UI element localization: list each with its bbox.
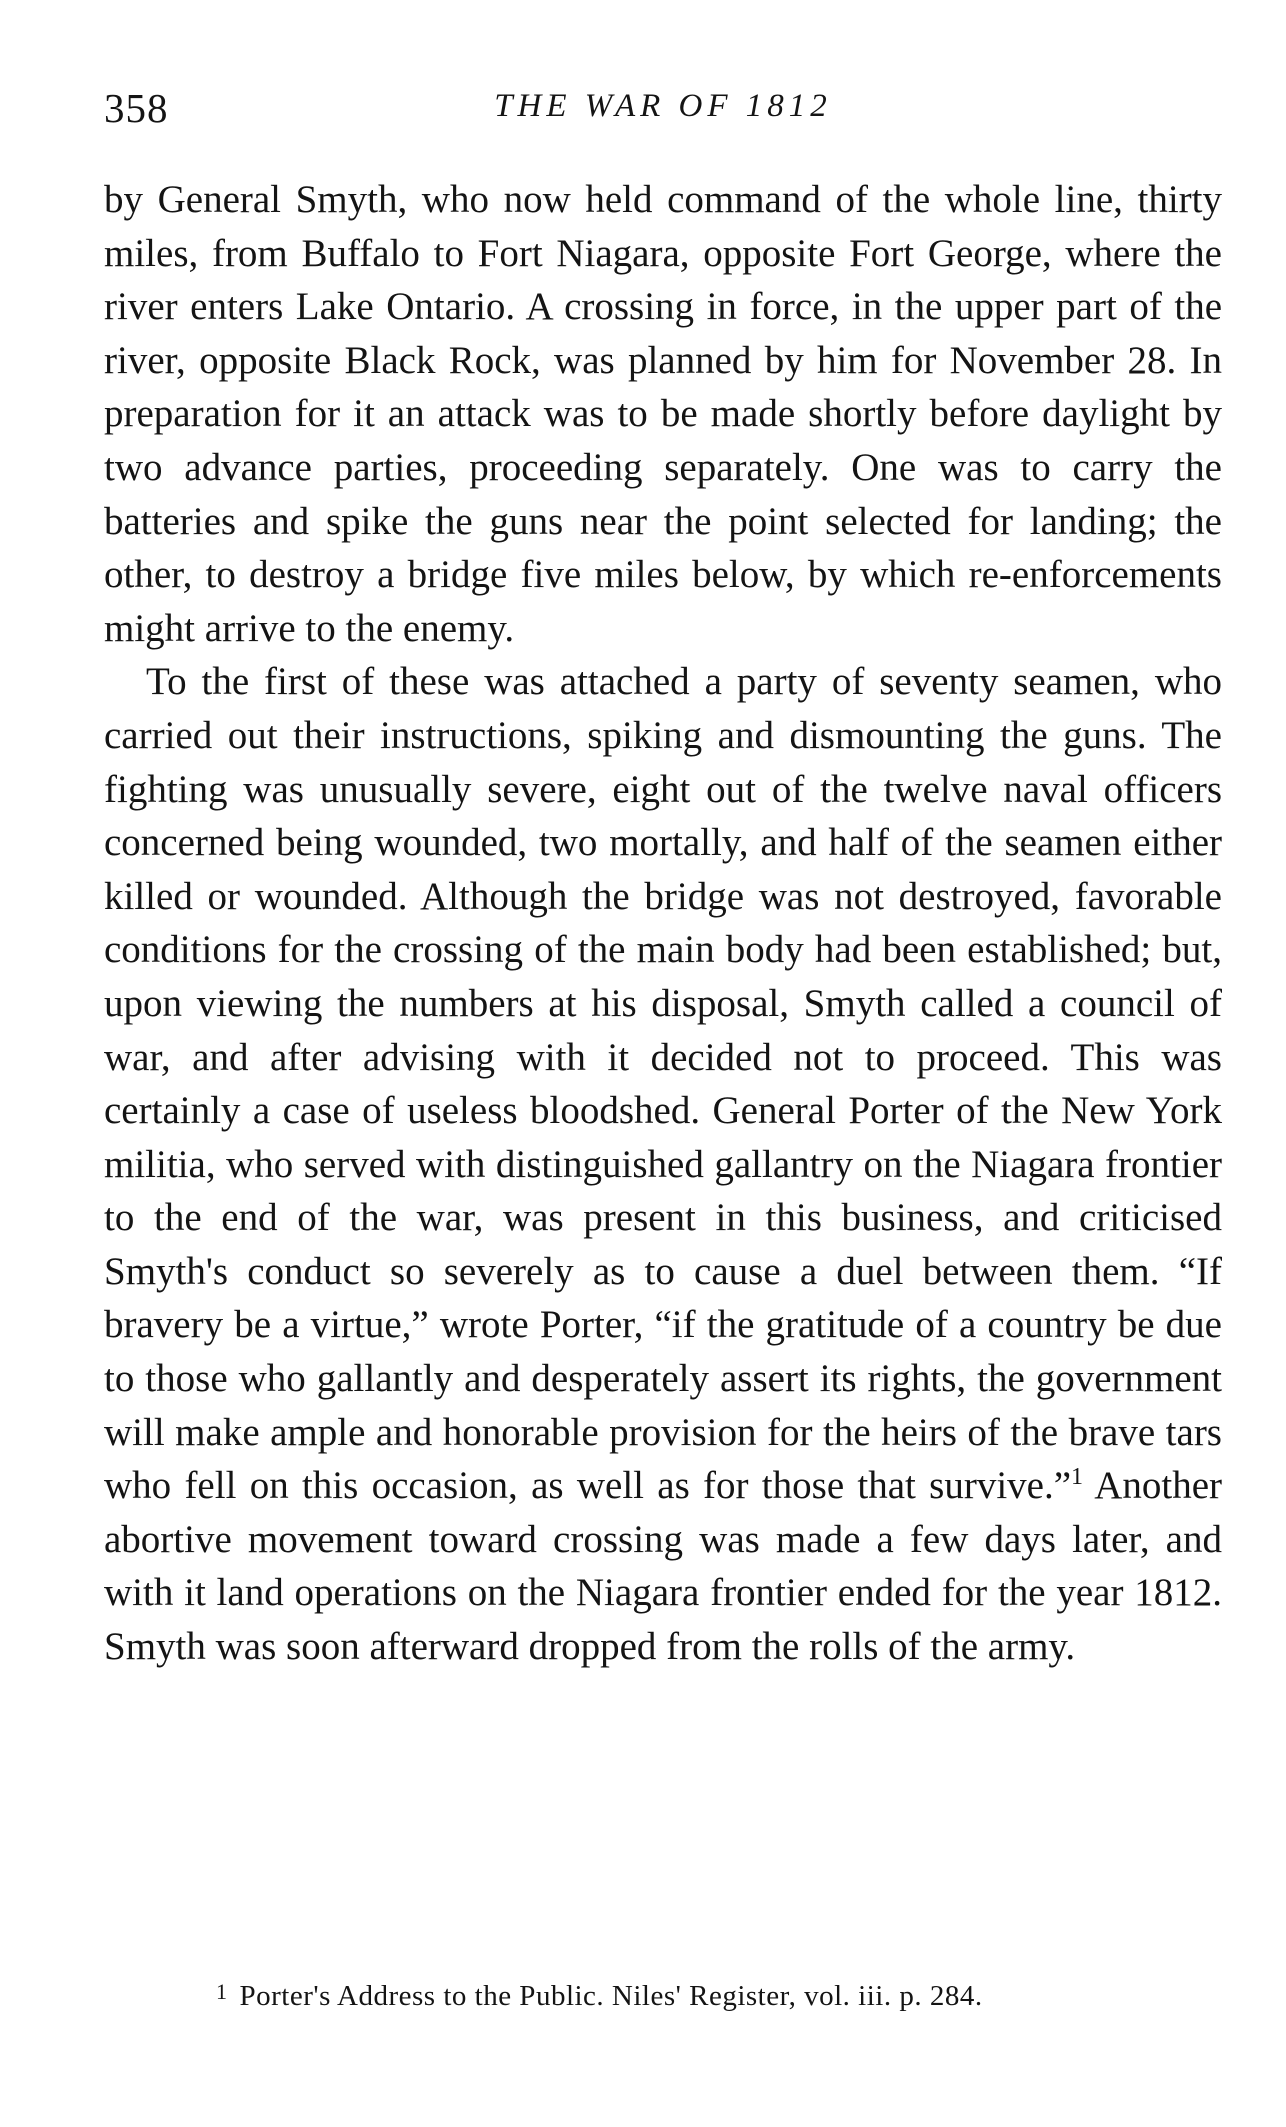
paragraph-text: To the first of these was attached a party of seventy seamen, who carried out their instructions, spiking and dismounting the guns. The fighting was unusually severe, eight out of the twelve naval officers concerned being wounded, two mortally, and half of the seamen either killed or wounded. Although the bridge was not destroyed, favorable conditions for the crossing of the main body had been established; but, upon viewing the numbers at his disposal, Smyth called a council of war, and after advising with it decided not to proceed. This was certainly a case of useless bloodshed. General Porter of the New York militia, who served with distinguished gallantry on the Niagara frontier to the end of the war, was present in this business, and criticised Smyth's conduct so severely as to cause a duel between them. “If bravery be a virtue,” wrote Porter, “if the gratitude of a country be due to those who gallantly and desperately assert its rights, the government will make ample and honorable provision for the heirs of the brave tars who fell on this occasion, as well as for those that survive.” bbox=[104, 660, 1222, 1508]
footnote-text: Porter's Address to the Public. Niles' Register, vol. iii. p. 284. bbox=[239, 1980, 983, 2012]
footnote-marker: 1 bbox=[216, 1979, 228, 2004]
page-number: 358 bbox=[104, 85, 169, 131]
footnote-reference: 1 bbox=[1071, 1464, 1084, 1491]
page-header bbox=[104, 84, 1222, 144]
running-head: THE WAR OF 1812 bbox=[494, 88, 832, 124]
body-text bbox=[104, 173, 1222, 1674]
paragraph: by General Smyth, who now held command of the whole line, thirty miles, from Buffalo to Fort Niagara, opposite Fort George, where the river enters Lake Ontario. A crossing in force, in the upper part of the river, opposite Black Rock, was planned by him for November 28. In preparation for it an attack was to be made shortly before daylight by two advance parties, proceeding separately. One was to carry the batteries and spike the guns near the point selected for landing; the other, to destroy a bridge five miles below, by which re-enforcements might arrive to the enemy. bbox=[104, 178, 1222, 650]
footnote bbox=[216, 1979, 1216, 2013]
paragraph-text: Another abortive movement toward crossing was made a few days later, and with it land operations on the Niagara frontier ended for the year 1812. Smyth was soon afterward dropped from the rolls of the army. bbox=[104, 1464, 1222, 1669]
paragraph bbox=[104, 655, 1222, 1673]
